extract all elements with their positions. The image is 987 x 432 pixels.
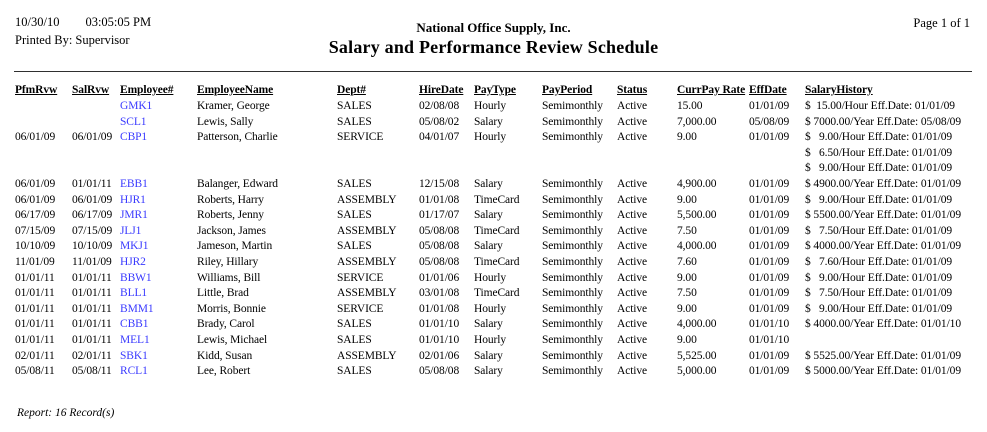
- cell-salary-history: [805, 333, 967, 349]
- cell-pay-type: Hourly: [474, 271, 506, 284]
- cell-sal-rvw: 01/01/11: [72, 287, 112, 300]
- cell-pay-type: Hourly: [474, 100, 506, 112]
- cell-salary-history: $ 7.60/Hour Eff.Date: 01/01/09: [805, 255, 953, 268]
- cell-pay-period: Semimonthly: [542, 255, 603, 268]
- cell-sal-rvw: 06/01/09: [72, 193, 113, 206]
- cell-curr-pay-rate: 7.60: [677, 255, 697, 268]
- cell-pay-period: Semimonthly: [542, 240, 603, 253]
- cell-sal-rvw: 01/01/11: [72, 318, 112, 331]
- employee-number-link[interactable]: CBB1: [120, 318, 149, 331]
- cell-sal-rvw: 01/01/11: [72, 333, 112, 346]
- cell-dept: SALES: [337, 209, 372, 222]
- cell-employee-name: Little, Brad: [197, 287, 249, 300]
- cell-eff-date: 01/01/09: [749, 240, 790, 253]
- cell-pfm-rvw: 06/01/09: [15, 177, 56, 190]
- cell-status: Active: [617, 349, 648, 362]
- cell-pay-type: Salary: [474, 318, 503, 331]
- cell-sal-rvw: 10/10/09: [72, 240, 113, 253]
- cell-eff-date: 01/01/09: [749, 177, 790, 190]
- cell-dept: SALES: [337, 115, 372, 128]
- cell-pay-period: Semimonthly: [542, 287, 603, 300]
- cell-pay-type: TimeCard: [474, 224, 520, 237]
- cell-salary-history: $ 9.00/Hour Eff.Date: 01/01/09: [805, 271, 953, 284]
- cell-status: Active: [617, 318, 648, 331]
- cell-curr-pay-rate: 4,000.00: [677, 318, 717, 331]
- cell-hire-date: 05/08/08: [419, 240, 460, 253]
- cell-status: Active: [617, 209, 648, 222]
- cell-curr-pay-rate: 9.00: [677, 193, 697, 206]
- cell-pfm-rvw: 06/17/09: [15, 209, 56, 222]
- cell-curr-pay-rate: 5,500.00: [677, 209, 717, 222]
- cell-curr-pay-rate: 7.50: [677, 224, 697, 237]
- cell-status: Active: [617, 287, 648, 300]
- cell-status: Active: [617, 365, 648, 378]
- cell-dept: SALES: [337, 240, 372, 253]
- cell-hire-date: 05/08/08: [419, 224, 460, 237]
- cell-dept: SERVICE: [337, 131, 384, 144]
- cell-pay-period: Semimonthly: [542, 209, 603, 222]
- table-row: [15, 99, 967, 115]
- cell-dept: SERVICE: [337, 271, 384, 284]
- cell-dept: ASSEMBLY: [337, 287, 397, 300]
- cell-pay-period: Semimonthly: [542, 177, 603, 190]
- table-row: [15, 317, 967, 333]
- cell-pay-period: Semimonthly: [542, 100, 603, 112]
- table-row: [15, 333, 967, 349]
- employee-number-link[interactable]: BMM1: [120, 302, 154, 315]
- cell-status: Active: [617, 131, 648, 144]
- employee-number-link[interactable]: EBB1: [120, 177, 148, 190]
- cell-sal-rvw: 11/01/09: [72, 255, 112, 268]
- cell-pay-period: Semimonthly: [542, 271, 603, 284]
- employee-number-link[interactable]: SCL1: [120, 115, 147, 128]
- cell-eff-date: 01/01/09: [749, 302, 790, 315]
- table-row: [15, 349, 967, 365]
- cell-dept: ASSEMBLY: [337, 224, 397, 237]
- cell-salary-history: $ 5525.00/Year Eff.Date: 01/01/09: [805, 349, 961, 362]
- cell-employee-name: Balanger, Edward: [197, 177, 278, 190]
- cell-pfm-rvw: 01/01/11: [15, 333, 55, 346]
- cell-employee-name: Morris, Bonnie: [197, 302, 266, 315]
- cell-salary-history: $ 5000.00/Year Eff.Date: 01/01/09: [805, 365, 961, 378]
- table-header-row: [15, 83, 967, 99]
- employee-number-link[interactable]: MKJ1: [120, 240, 149, 253]
- cell-eff-date: 01/01/09: [749, 271, 790, 284]
- cell-pfm-rvw: 01/01/11: [15, 318, 55, 331]
- table-row: [15, 364, 967, 380]
- cell-salary-history: $ 7.50/Hour Eff.Date: 01/01/09: [805, 224, 953, 237]
- cell-employee-name: Roberts, Jenny: [197, 209, 264, 222]
- cell-pfm-rvw: 06/01/09: [15, 193, 56, 206]
- cell-employee-name: Lewis, Sally: [197, 115, 254, 128]
- cell-eff-date: 01/01/09: [749, 224, 790, 237]
- cell-dept: ASSEMBLY: [337, 255, 397, 268]
- col-header-salary-history: SalaryHistory: [805, 84, 873, 96]
- salary-review-table: [15, 83, 967, 380]
- cell-pay-type: Salary: [474, 365, 503, 378]
- cell-pay-type: Salary: [474, 115, 503, 128]
- cell-hire-date: 01/01/08: [419, 193, 460, 206]
- cell-dept: SALES: [337, 100, 372, 112]
- col-header-status: Status: [617, 84, 648, 96]
- table-row: [15, 177, 967, 193]
- cell-status: Active: [617, 255, 648, 268]
- cell-pay-type: Salary: [474, 209, 503, 222]
- cell-sal-rvw: [72, 115, 120, 131]
- cell-pay-type: TimeCard: [474, 255, 520, 268]
- col-header-sal-rvw: SalRvw: [72, 84, 110, 96]
- cell-dept: SALES: [337, 333, 372, 346]
- record-count: Report: 16 Record(s): [17, 407, 115, 419]
- table-row: [15, 239, 967, 255]
- table-row: [15, 224, 967, 240]
- employee-number-link[interactable]: BLL1: [120, 287, 148, 300]
- cell-curr-pay-rate: 4,900.00: [677, 177, 717, 190]
- cell-pay-period: Semimonthly: [542, 115, 603, 128]
- col-header-employee-name: EmployeeName: [197, 84, 274, 96]
- cell-dept: SALES: [337, 318, 372, 331]
- cell-sal-rvw: 07/15/09: [72, 224, 113, 237]
- employee-number-link[interactable]: CBP1: [120, 131, 148, 144]
- cell-pay-period: Semimonthly: [542, 193, 603, 206]
- cell-curr-pay-rate: 7.50: [677, 287, 697, 300]
- cell-salary-history: $ 7.50/Hour Eff.Date: 01/01/09: [805, 287, 953, 300]
- cell-pfm-rvw: 10/10/09: [15, 240, 56, 253]
- cell-employee-name: Roberts, Harry: [197, 193, 264, 206]
- cell-pay-period: Semimonthly: [542, 224, 603, 237]
- cell-status: Active: [617, 177, 648, 190]
- col-header-pay-period: PayPeriod: [542, 84, 593, 96]
- cell-employee-name: Riley, Hillary: [197, 255, 259, 268]
- cell-employee-name: Kramer, George: [197, 100, 270, 112]
- employee-number-link[interactable]: BBW1: [120, 271, 152, 284]
- cell-pay-type: TimeCard: [474, 287, 520, 300]
- cell-curr-pay-rate: 15.00: [677, 100, 703, 112]
- cell-sal-rvw: 01/01/11: [72, 302, 112, 315]
- cell-dept: SERVICE: [337, 302, 384, 315]
- cell-eff-date: 01/01/10: [749, 318, 790, 331]
- cell-pfm-rvw: 07/15/09: [15, 224, 56, 237]
- col-header-hire-date: HireDate: [419, 84, 464, 96]
- employee-number-link[interactable]: MEL1: [120, 333, 150, 346]
- cell-dept: ASSEMBLY: [337, 193, 397, 206]
- page-number: Page 1 of 1: [913, 16, 970, 30]
- cell-eff-date: 01/01/09: [749, 193, 790, 206]
- cell-pfm-rvw: 02/01/11: [15, 349, 55, 362]
- cell-curr-pay-rate: 9.00: [677, 333, 697, 346]
- cell-hire-date: 01/01/10: [419, 318, 460, 331]
- cell-pay-type: Hourly: [474, 333, 506, 346]
- cell-sal-rvw: 05/08/11: [72, 365, 112, 378]
- cell-status: Active: [617, 240, 648, 253]
- cell-employee-name: Lee, Robert: [197, 365, 251, 378]
- cell-hire-date: 02/08/08: [419, 100, 460, 112]
- cell-pfm-rvw: 01/01/11: [15, 302, 55, 315]
- employee-number-link[interactable]: SBK1: [120, 349, 148, 362]
- cell-eff-date: 01/01/09: [749, 287, 790, 300]
- cell-pfm-rvw: 01/01/11: [15, 287, 55, 300]
- cell-dept: SALES: [337, 365, 372, 378]
- table-row: [15, 130, 967, 177]
- cell-status: Active: [617, 193, 648, 206]
- cell-curr-pay-rate: 5,525.00: [677, 349, 717, 362]
- cell-pfm-rvw: [15, 99, 72, 115]
- cell-eff-date: 01/01/09: [749, 349, 790, 362]
- cell-status: Active: [617, 115, 648, 128]
- cell-status: Active: [617, 224, 648, 237]
- cell-dept: SALES: [337, 177, 372, 190]
- cell-curr-pay-rate: 4,000.00: [677, 240, 717, 253]
- cell-employee-name: Kidd, Susan: [197, 349, 253, 362]
- cell-eff-date: 01/01/10: [749, 333, 790, 346]
- cell-pay-type: TimeCard: [474, 193, 520, 206]
- cell-pfm-rvw: 05/08/11: [15, 365, 55, 378]
- cell-status: Active: [617, 333, 648, 346]
- cell-curr-pay-rate: 9.00: [677, 131, 697, 144]
- report-title: Salary and Performance Review Schedule: [328, 37, 659, 57]
- cell-status: Active: [617, 271, 648, 284]
- cell-employee-name: Jameson, Martin: [197, 240, 273, 253]
- cell-eff-date: 01/01/09: [749, 100, 790, 112]
- cell-salary-history: $ 5500.00/Year Eff.Date: 01/01/09: [805, 209, 961, 222]
- cell-pay-type: Hourly: [474, 302, 506, 315]
- header-divider: [14, 71, 972, 72]
- cell-hire-date: 04/01/07: [419, 131, 460, 144]
- printed-by: Printed By: Supervisor: [15, 33, 130, 47]
- employee-number-link[interactable]: GMK1: [120, 100, 153, 112]
- cell-pay-period: Semimonthly: [542, 365, 603, 378]
- cell-eff-date: 01/01/09: [749, 131, 790, 144]
- cell-hire-date: 01/01/08: [419, 302, 460, 315]
- cell-salary-history: $ 15.00/Hour Eff.Date: 01/01/09: [805, 100, 955, 112]
- cell-salary-history: $ 7000.00/Year Eff.Date: 05/08/09: [805, 115, 961, 128]
- cell-sal-rvw: 06/01/09: [72, 131, 113, 144]
- company-name: National Office Supply, Inc.: [416, 20, 571, 35]
- cell-sal-rvw: [72, 99, 120, 115]
- table-row: [15, 208, 967, 224]
- cell-curr-pay-rate: 9.00: [677, 271, 697, 284]
- cell-pay-period: Semimonthly: [542, 333, 603, 346]
- cell-status: Active: [617, 302, 648, 315]
- cell-salary-history: $ 9.00/Hour Eff.Date: 01/01/09: [805, 302, 953, 315]
- table-row: [15, 115, 967, 131]
- cell-hire-date: 02/01/06: [419, 349, 460, 362]
- print-time: 03:05:05 PM: [85, 15, 152, 29]
- cell-salary-history: $ 9.00/Hour Eff.Date: 01/01/09: [805, 193, 953, 206]
- cell-eff-date: 01/01/09: [749, 365, 790, 378]
- cell-hire-date: 03/01/08: [419, 287, 460, 300]
- cell-salary-history: $ 4000.00/Year Eff.Date: 01/01/10: [805, 318, 961, 331]
- col-header-dept: Dept#: [337, 84, 366, 96]
- table-row: [15, 286, 967, 302]
- cell-hire-date: 05/08/02: [419, 115, 460, 128]
- table-row: [15, 193, 967, 209]
- col-header-eff-date: EffDate: [749, 84, 787, 96]
- cell-pay-type: Salary: [474, 349, 503, 362]
- cell-sal-rvw: 02/01/11: [72, 349, 112, 362]
- cell-salary-history: $ 9.00/Hour Eff.Date: 01/01/09 $ 6.50/Hour Eff.Date: 01/01/09 $ 9.00/Hour Eff.Date: 01/01/09: [805, 131, 953, 175]
- cell-sal-rvw: 01/01/11: [72, 177, 112, 190]
- cell-hire-date: 01/17/07: [419, 209, 460, 222]
- table-row: [15, 255, 967, 271]
- cell-status: Active: [617, 100, 648, 112]
- employee-number-link[interactable]: RCL1: [120, 365, 148, 378]
- cell-salary-history: $ 4900.00/Year Eff.Date: 01/01/09: [805, 177, 961, 190]
- cell-pay-period: Semimonthly: [542, 349, 603, 362]
- cell-pfm-rvw: [15, 115, 72, 131]
- cell-employee-name: Williams, Bill: [197, 271, 261, 284]
- cell-employee-name: Lewis, Michael: [197, 333, 268, 346]
- employee-number-link[interactable]: JLJ1: [120, 224, 142, 237]
- col-header-curr-pay-rate: CurrPay Rate: [677, 84, 746, 96]
- cell-curr-pay-rate: 9.00: [677, 302, 697, 315]
- cell-dept: ASSEMBLY: [337, 349, 397, 362]
- employee-number-link[interactable]: HJR2: [120, 255, 146, 268]
- print-date: 10/30/10: [15, 15, 60, 29]
- cell-employee-name: Patterson, Charlie: [197, 131, 278, 144]
- cell-pay-period: Semimonthly: [542, 302, 603, 315]
- table-row: [15, 302, 967, 318]
- cell-employee-name: Jackson, James: [197, 224, 266, 237]
- cell-employee-name: Brady, Carol: [197, 318, 255, 331]
- cell-hire-date: 05/08/08: [419, 255, 460, 268]
- cell-eff-date: 05/08/09: [749, 115, 790, 128]
- cell-salary-history: $ 4000.00/Year Eff.Date: 01/01/09: [805, 240, 961, 253]
- col-header-pfm-rvw: PfmRvw: [15, 84, 58, 96]
- cell-hire-date: 05/08/08: [419, 365, 460, 378]
- cell-pfm-rvw: 06/01/09: [15, 131, 56, 144]
- cell-pay-type: Salary: [474, 177, 503, 190]
- cell-hire-date: 01/01/06: [419, 271, 460, 284]
- col-header-pay-type: PayType: [474, 84, 516, 96]
- cell-pfm-rvw: 11/01/09: [15, 255, 55, 268]
- cell-pay-period: Semimonthly: [542, 131, 603, 144]
- cell-pay-period: Semimonthly: [542, 318, 603, 331]
- employee-number-link[interactable]: HJR1: [120, 193, 146, 206]
- cell-pay-type: Salary: [474, 240, 503, 253]
- employee-number-link[interactable]: JMR1: [120, 209, 148, 222]
- cell-curr-pay-rate: 7,000.00: [677, 115, 717, 128]
- cell-hire-date: 01/01/10: [419, 333, 460, 346]
- cell-sal-rvw: 01/01/11: [72, 271, 112, 284]
- cell-eff-date: 01/01/09: [749, 255, 790, 268]
- col-header-employee-number: Employee#: [120, 84, 174, 96]
- cell-pfm-rvw: 01/01/11: [15, 271, 55, 284]
- table-body: [15, 99, 967, 380]
- cell-hire-date: 12/15/08: [419, 177, 460, 190]
- cell-sal-rvw: 06/17/09: [72, 209, 113, 222]
- table-row: [15, 271, 967, 287]
- cell-pay-type: Hourly: [474, 131, 506, 144]
- cell-eff-date: 01/01/09: [749, 209, 790, 222]
- cell-curr-pay-rate: 5,000.00: [677, 365, 717, 378]
